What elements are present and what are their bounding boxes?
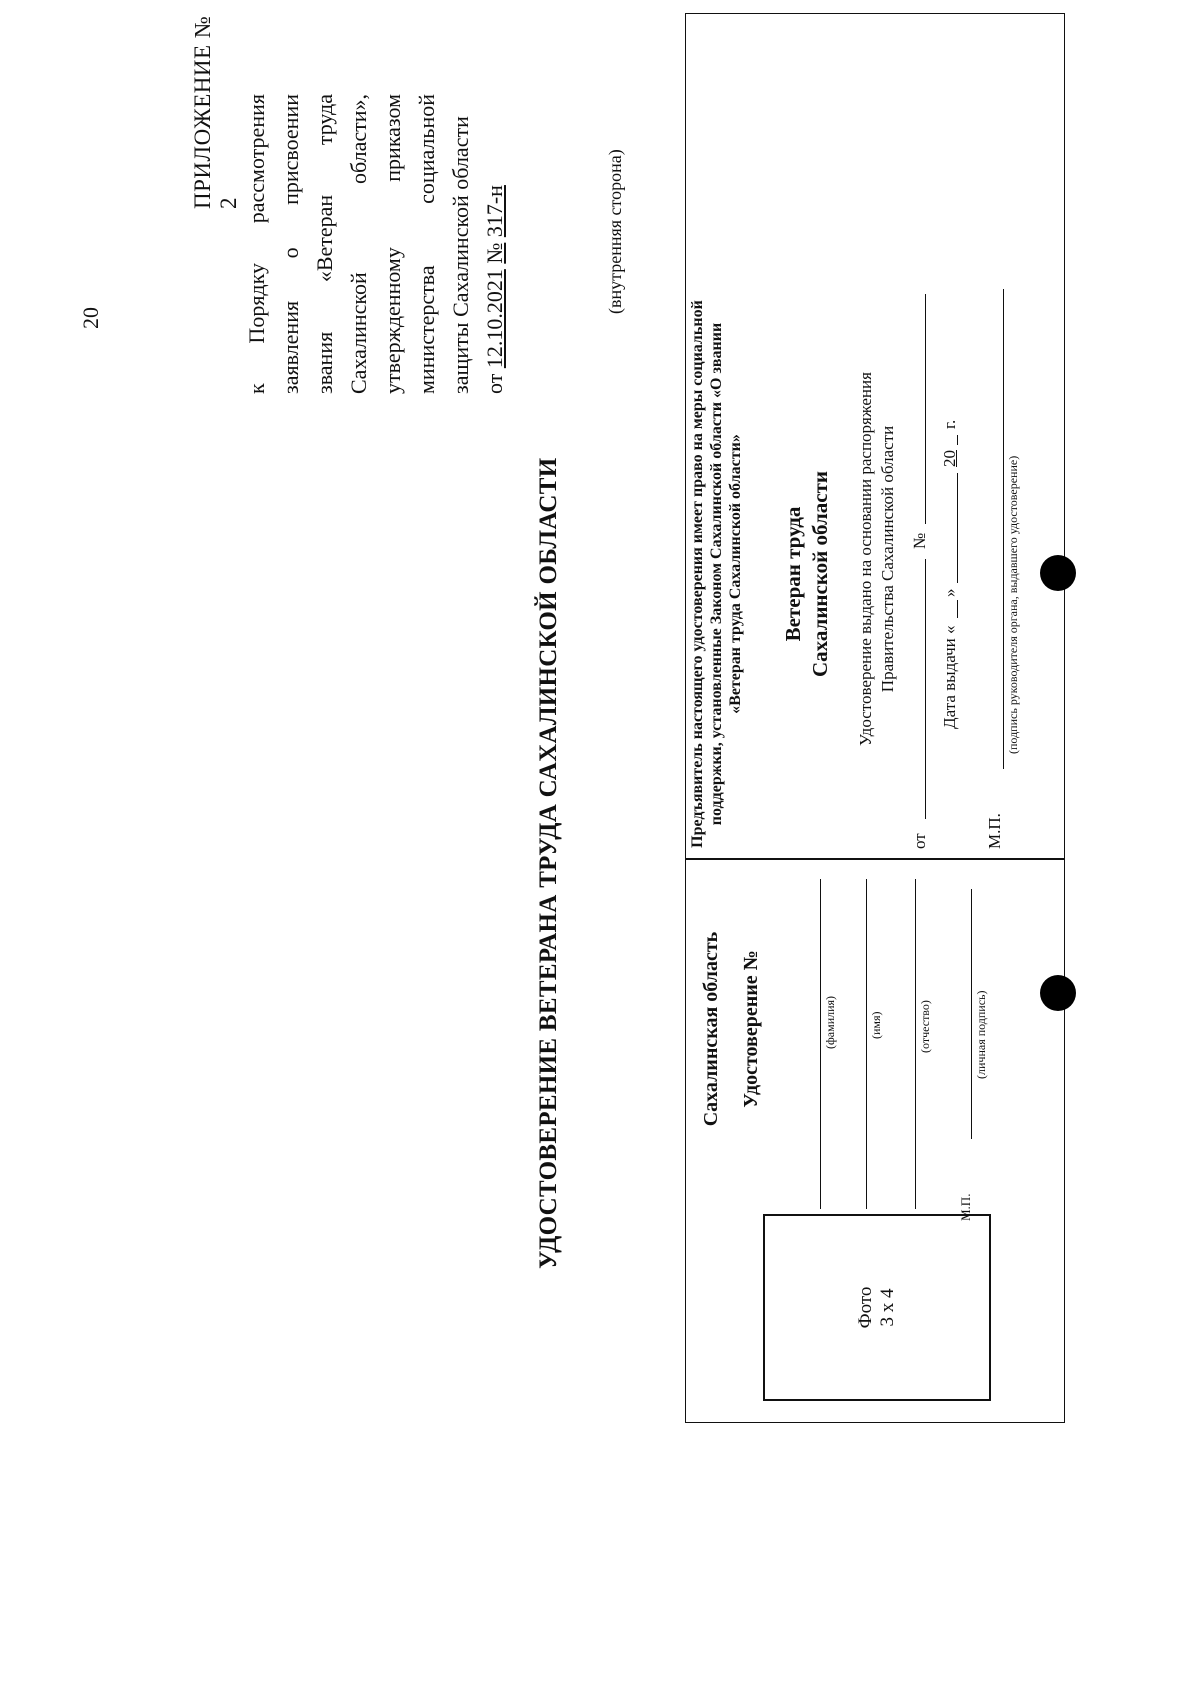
name-caption: (имя)	[869, 1011, 883, 1039]
decree-line: к Порядку рассмотрения	[244, 94, 269, 394]
card-veteran-title	[780, 409, 834, 739]
decree-line: министерства социальной	[414, 94, 439, 394]
photo-label	[855, 1214, 899, 1401]
page-number: 20	[78, 307, 103, 329]
signature-caption: (личная подпись)	[974, 990, 988, 1079]
punch-hole-top	[1040, 555, 1076, 591]
decree-date-line	[478, 94, 512, 394]
patronymic-line	[915, 879, 916, 1209]
photo-label-line2: 3 х 4	[877, 1288, 898, 1327]
decree-from-label: от	[482, 373, 507, 394]
issue-year-suffix: г.	[940, 419, 959, 429]
decree-date: 12.10.2021	[482, 269, 507, 369]
issued-line2: Правительства Сахалинской области	[878, 425, 897, 693]
decree-line: утвержденному приказом	[380, 94, 405, 394]
right-stamp: М.П.	[985, 813, 1004, 849]
veteran-title-line2: Сахалинской области	[808, 470, 832, 678]
order-date-line	[925, 559, 926, 819]
decree-number-sign: №	[482, 242, 507, 264]
side-note: (внутренняя сторона)	[605, 149, 625, 314]
issue-month-line	[957, 473, 958, 583]
issue-year-line	[957, 435, 958, 445]
photo-label-line1: Фото	[855, 1286, 876, 1329]
issue-date-label: Дата выдачи «	[940, 625, 959, 729]
signature-line	[971, 889, 972, 1139]
card-certificate-number-label: Удостоверение №	[740, 950, 762, 1108]
decree-line: заявления о присвоении	[278, 94, 303, 394]
decree-number: 317-н	[482, 185, 507, 238]
official-signature-caption: (подпись руководителя органа, выдавшего удостоверение)	[1006, 455, 1020, 754]
official-signature-line	[1003, 289, 1004, 769]
issue-day-line	[957, 600, 958, 618]
surname-line	[820, 879, 821, 1209]
issue-year-prefix: 20	[940, 450, 959, 467]
card-intro-text: Предъявитель настоящего удостоверения имеет право на меры социальной поддержки, установленные Законом Сахалинской области «О звании «Ветеран труда Сахалинской области»	[689, 300, 744, 848]
name-line	[866, 879, 867, 1209]
order-from-label: от	[910, 833, 929, 849]
card-divider	[685, 859, 1065, 861]
appendix-title: ПРИЛОЖЕНИЕ № 2	[190, 15, 241, 209]
decree-line: защиты Сахалинской области	[448, 116, 473, 394]
order-number-line	[925, 294, 926, 524]
decree-reference	[240, 94, 512, 394]
document-title: УДОСТОВЕРЕНИЕ ВЕТЕРАНА ТРУДА САХАЛИНСКОЙ ОБЛАСТИ	[535, 457, 562, 1269]
decree-line: звания «Ветеран труда	[312, 94, 337, 394]
order-number-label: №	[910, 532, 929, 549]
decree-line: Сахалинской области»,	[346, 94, 371, 394]
left-stamp: М.П.	[958, 1193, 973, 1221]
issue-date-quote: »	[940, 588, 959, 597]
punch-hole-bottom	[1040, 975, 1076, 1011]
veteran-title-line1: Ветеран труда	[781, 506, 805, 642]
patronymic-caption: (отчество)	[918, 1000, 932, 1053]
issued-basis	[855, 299, 899, 819]
issued-line1: Удостоверение выдано на основании распоряжения	[856, 372, 875, 746]
surname-caption: (фамилия)	[823, 995, 837, 1049]
card-region: Сахалинская область	[700, 931, 722, 1127]
